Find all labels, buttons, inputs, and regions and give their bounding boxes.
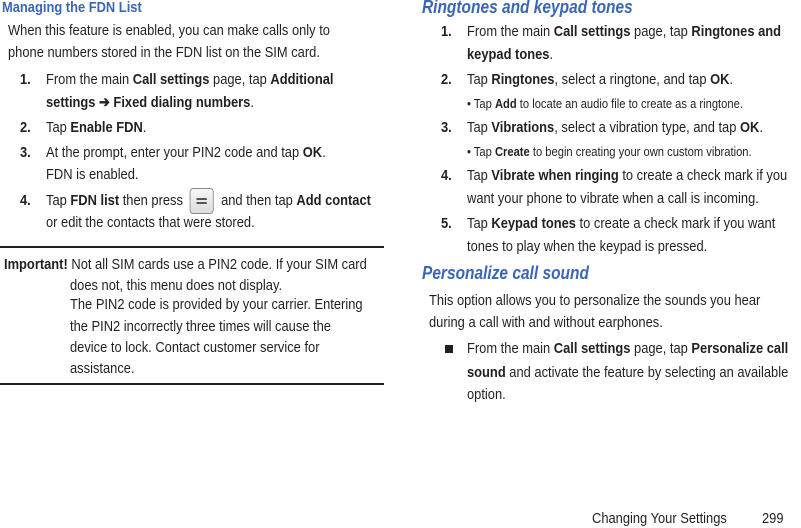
important-line: device to lock. Contact customer service for — [70, 339, 320, 356]
step-text: Tap Keypad tones to create a check mark if you want — [467, 215, 776, 232]
paragraph-line: This option allows you to personalize the sounds you hear — [429, 292, 761, 309]
sub-bullet: • Tap Add to locate an audio file to create as a ringtone. — [467, 96, 743, 111]
step-text: want your phone to vibrate when a call is incoming. — [467, 190, 759, 207]
step-text: Tap Vibrate when ringing to create a check mark if you — [467, 167, 788, 184]
step-text: Tap Ringtones, select a ringtone, and tap OK. — [467, 71, 734, 88]
step-text: Tap FDN list then press and then tap Add contact — [46, 187, 424, 215]
step-number: 1. — [441, 23, 452, 40]
step-text: tones to play when the keypad is pressed. — [467, 238, 708, 255]
step-number: 4. — [20, 192, 31, 209]
step-number: 5. — [441, 215, 452, 232]
page-number: 299 — [762, 510, 784, 527]
important-line: the PIN2 incorrectly three times will cause the — [70, 318, 331, 335]
important-line: The PIN2 code is provided by your carrier. Entering — [70, 296, 363, 313]
step-number: 2. — [441, 71, 452, 88]
step-number: 3. — [441, 119, 452, 136]
step-number: 1. — [20, 71, 31, 88]
divider — [0, 383, 384, 385]
intro-line: phone numbers stored in the FDN list on the SIM card. — [8, 44, 320, 61]
footer-section-title: Changing Your Settings — [592, 510, 727, 527]
step-text: At the prompt, enter your PIN2 code and tap OK. — [46, 144, 326, 161]
step-number: 2. — [20, 119, 31, 136]
step-number: 3. — [20, 144, 31, 161]
step-text: Tap Enable FDN. — [46, 119, 147, 136]
step-text: settings ➔ Fixed dialing numbers. — [46, 94, 254, 111]
section-heading-ringtones: Ringtones and keypad tones — [422, 0, 633, 17]
section-heading-fdn: Managing the FDN List — [2, 0, 142, 16]
step-text: or edit the contacts that were stored. — [46, 214, 255, 231]
paragraph-line: during a call with and without earphones. — [429, 314, 663, 331]
divider — [0, 246, 384, 248]
step-text: From the main Call settings page, tap Ringtones and — [467, 23, 782, 40]
important-line: does not, this menu does not display. — [70, 277, 283, 294]
intro-line: When this feature is enabled, you can make calls only to — [8, 22, 330, 39]
bullet-text: From the main Call settings page, tap Personalize call — [467, 340, 789, 357]
important-line: assistance. — [70, 360, 135, 377]
section-heading-personalize: Personalize call sound — [422, 263, 589, 283]
step-number: 4. — [441, 167, 452, 184]
sub-bullet: • Tap Create to begin creating your own custom vibration. — [467, 144, 752, 159]
important-note: Important! Not all SIM cards use a PIN2 code. If your SIM card — [4, 256, 367, 273]
step-text: FDN is enabled. — [46, 166, 139, 183]
menu-key-icon — [190, 188, 214, 214]
step-text: From the main Call settings page, tap Additional — [46, 71, 334, 88]
bullet-text: sound and activate the feature by selecting an available — [467, 364, 789, 381]
square-bullet-icon — [445, 345, 453, 353]
bullet-text: option. — [467, 386, 506, 403]
step-text: keypad tones. — [467, 46, 554, 63]
step-text: Tap Vibrations, select a vibration type, and tap OK. — [467, 119, 763, 136]
